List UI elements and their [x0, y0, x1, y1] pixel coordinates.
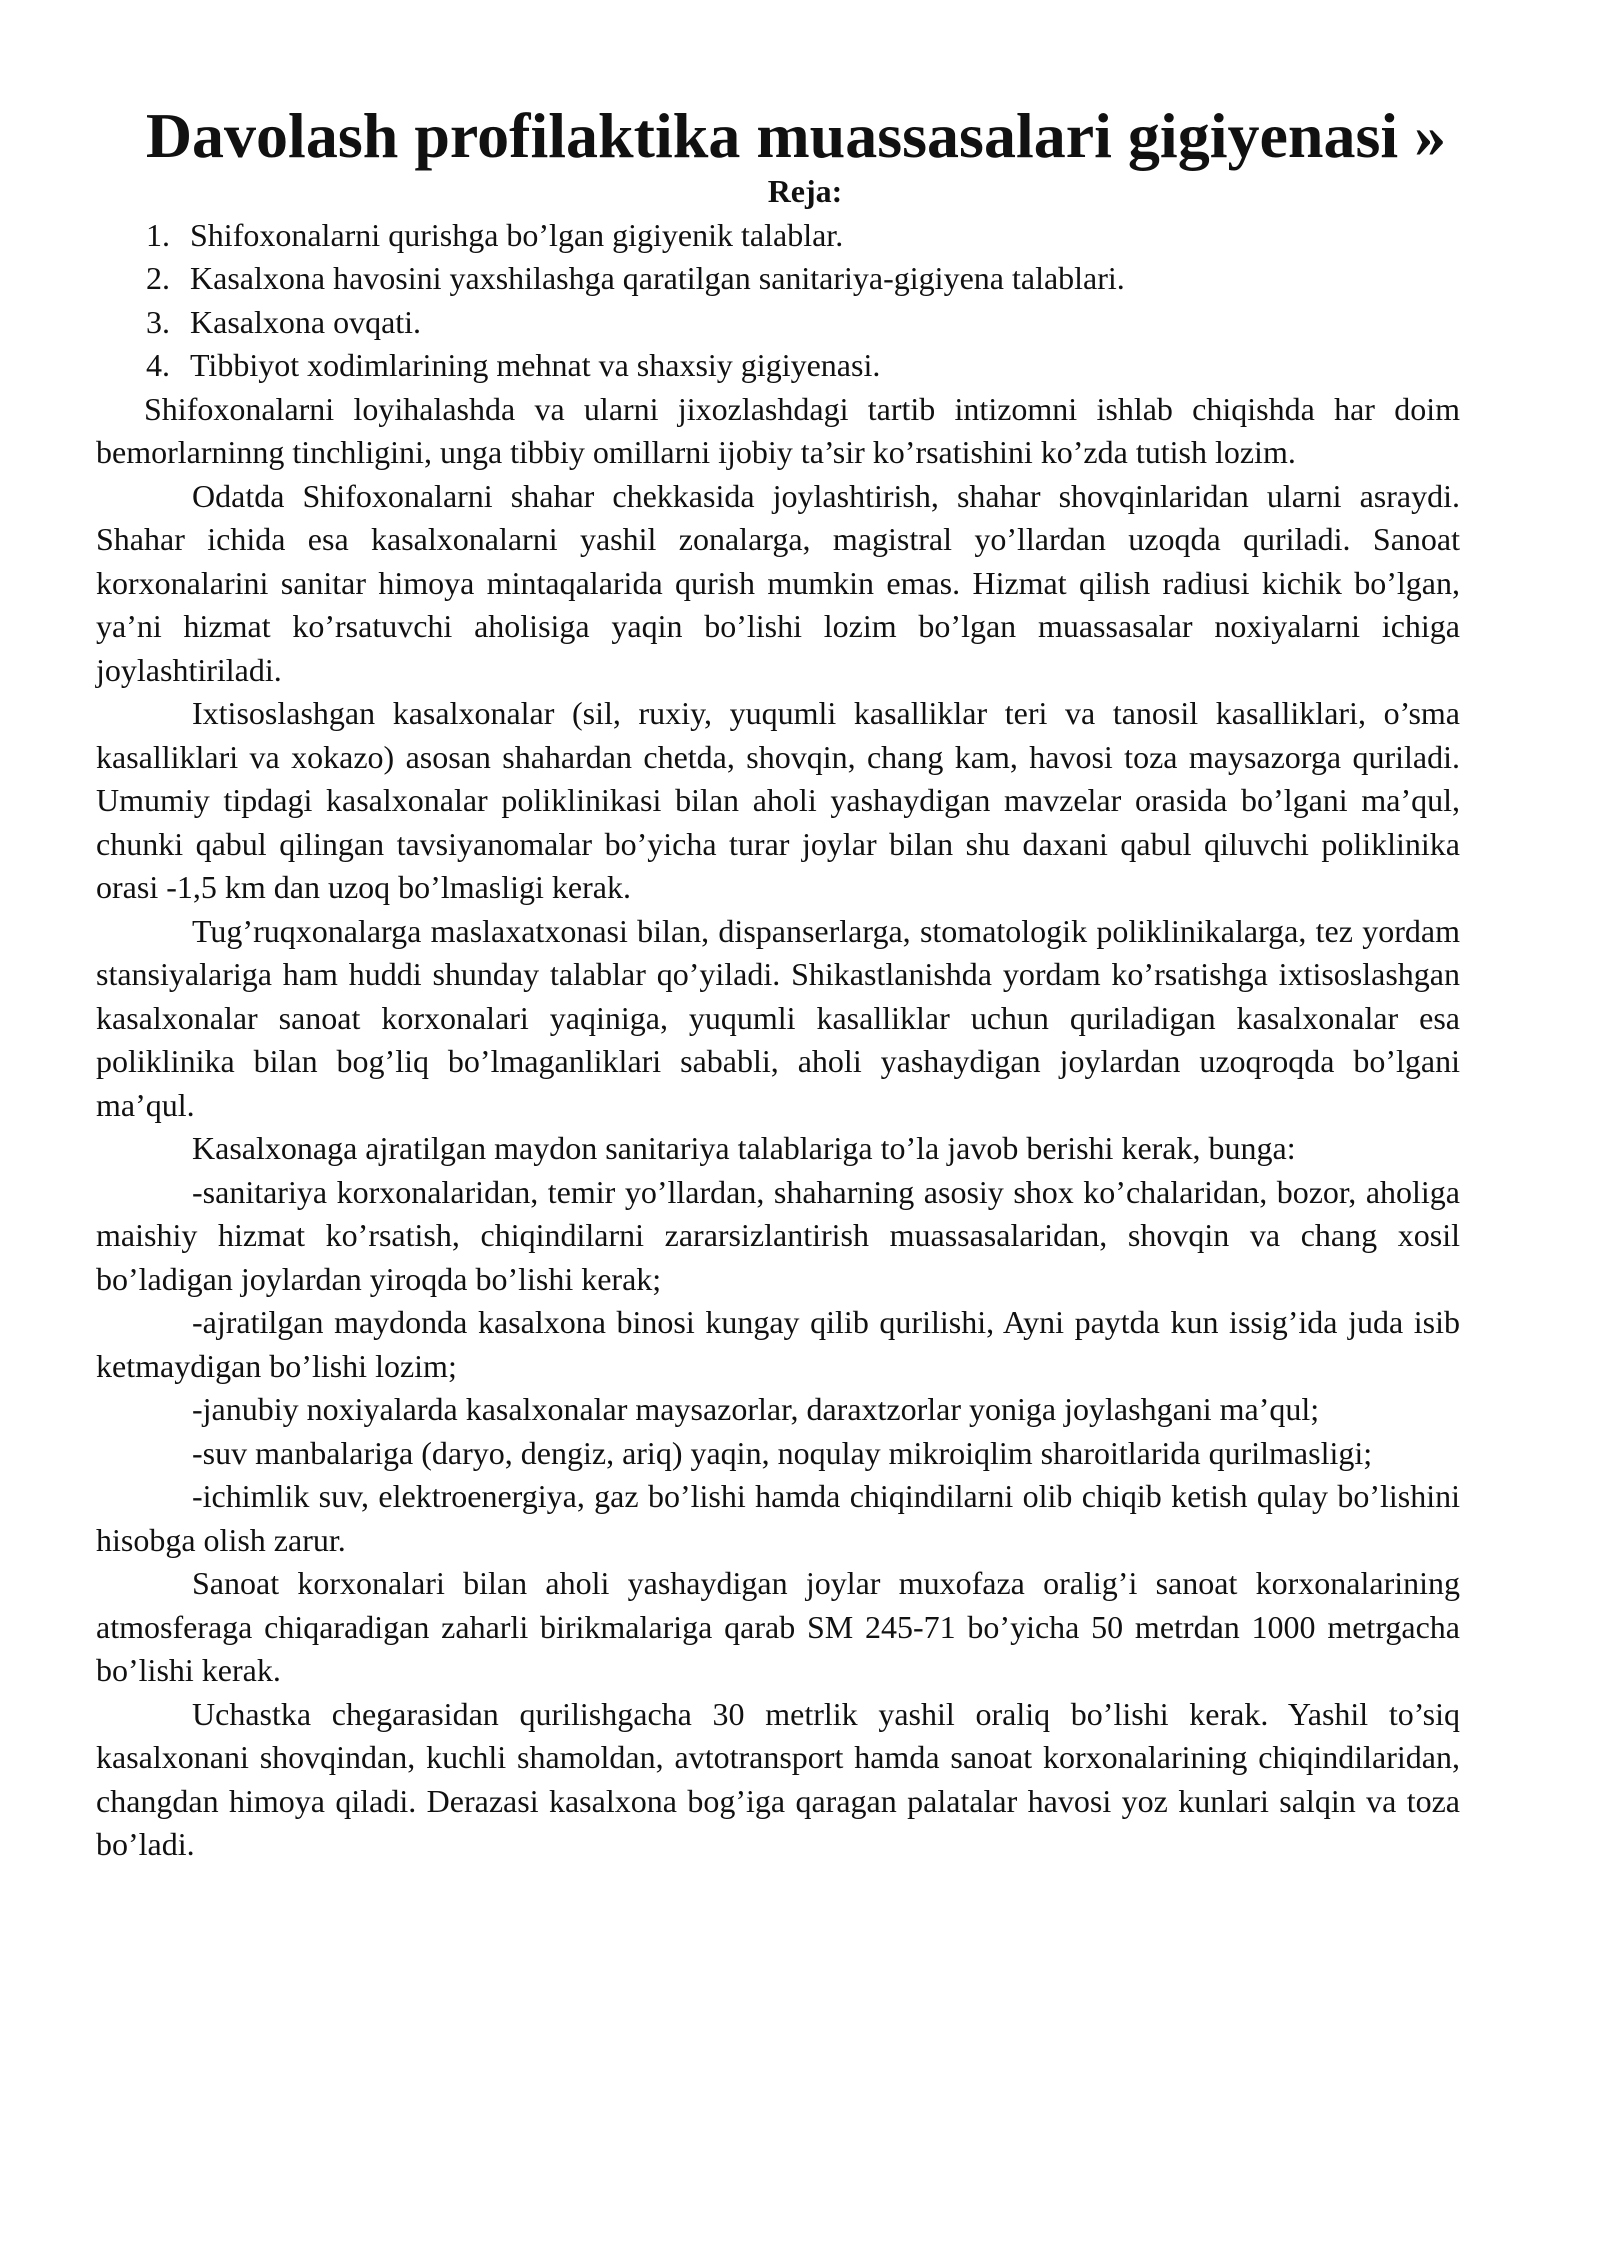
body-paragraph: Ixtisoslashgan kasalxonalar (sil, ruxiy, yuqumli kasalliklar teri va tanosil kasalliklari, o’sma kasalliklari va xokazo) asosan shahardan chetda, shovqin, chang kam, havosi toza maysazorga quriladi. Umumiy tipdagi kasalxonalar poliklinikasi bilan aholi yashaydigan mavzelar orasida bo’lgani ma’qul, chunki qabul qilingan tavsiyanomalar bo’yicha turar joylar bilan shu daxani qabul qiluvchi poliklinika orasi -1,5 km dan uzoq bo’lmasligi kerak.: [96, 695, 1460, 905]
body-paragraph: Sanoat korxonalari bilan aholi yashaydigan joylar muxofaza oralig’i sanoat korxonalarining atmosferaga chiqaradigan zaharli birikmalariga qarab SM 245-71 bo’yicha 50 metrdan 1000 metrgacha bo’lishi kerak.: [96, 1565, 1460, 1688]
body-paragraph: Tug’ruqxonalarga maslaxatxonasi bilan, dispanserlarga, stomatologik poliklinikalarga, tez yordam stansiyalariga ham huddi shunday talablar qo’yiladi. Shikastlanishda yordam ko’rsatishga ixtisoslashgan kasalxonalar sanoat korxonalari yaqiniga, yuqumli kasalliklar uchun quriladigan kasalxonalar esa poliklinika bilan bog’liq bo’lmaganliklari sababli, aholi yashaydigan joylardan uzoqroqda bo’lgani ma’qul.: [96, 912, 1460, 1123]
requirement-item: -sanitariya korxonalaridan, temir yo’llardan, shaharning asosiy shox ko’chalaridan, bozor, aholiga maishiy hizmat ko’rsatish, chiqindilarni zararsizlantirish muassasalaridan, shovqin va chang xosil bo’ladigan joylardan yiroqda bo’lishi kerak;: [96, 1173, 1460, 1297]
plan-item: [96, 257, 1460, 301]
plan-item-text: Shifoxonalarni qurishga bo’lgan gigiyenik talablar.: [190, 216, 844, 253]
body-paragraph: Kasalxonaga ajratilgan maydon sanitariya talablariga to’la javob berishi kerak, bunga:: [192, 1130, 1296, 1166]
plan-item-text: Kasalxona havosini yaxshilashga qaratilgan sanitariya-gigiyena talablari.: [190, 260, 1125, 296]
requirement-item: -suv manbalariga (daryo, dengiz, ariq) yaqin, noqulay mikroiqlim sharoitlarida qurilmasligi;: [192, 1434, 1373, 1471]
plan-item-number: 3.: [146, 303, 170, 340]
document-title: Davolash profilaktika muassasalari gigiyenasi »: [145, 100, 1447, 171]
plan-item: [96, 344, 1460, 388]
plan-heading: Reja:: [767, 173, 843, 209]
body-paragraph: Shifoxonalarni loyihalashda va ularni jixozlashdagi tartib intizomni ishlab chiqishda har doim bemorlarninng tinchligini, unga tibbiy omillarni ijobiy ta’sir ko’rsatishini ko’zda tutish lozim.: [96, 390, 1460, 470]
document-page: [96, 100, 1460, 1867]
plan-item-text: Tibbiyot xodimlarining mehnat va shaxsiy gigiyenasi.: [190, 347, 881, 383]
plan-item: [96, 214, 1460, 258]
body-paragraph: Odatda Shifoxonalarni shahar chekkasida joylashtirish, shahar shovqinlaridan ularni asraydi. Shahar ichida esa kasalxonalarni yashil zonalarga, magistral yo’llardan uzoqda quriladi. Sanoat korxonalarini sanitar himoya mintaqalarida qurish mumkin emas. Hizmat qilish radiusi kichik bo’lgan, ya’ni hizmat ko’rsatuvchi aholisiga yaqin bo’lishi lozim bo’lgan muassasalar noxiyalarni ichiga joylashtiriladi.: [96, 477, 1460, 688]
requirement-item: -janubiy noxiyalarda kasalxonalar maysazorlar, daraxtzorlar yoniga joylashgani ma’qul;: [192, 1391, 1320, 1427]
plan-item-number: 2.: [146, 260, 170, 296]
plan-item-number: 4.: [146, 347, 170, 383]
plan-list: [96, 214, 1460, 388]
plan-item-text: Kasalxona ovqati.: [190, 303, 422, 340]
requirement-item: -ajratilgan maydonda kasalxona binosi kungay qilib qurilishi, Ayni paytda kun issig’ida juda isib ketmaydigan bo’lishi lozim;: [96, 1304, 1460, 1384]
plan-item-number: 1.: [146, 216, 170, 253]
plan-item: [96, 301, 1460, 345]
requirement-item: -ichimlik suv, elektroenergiya, gaz bo’lishi hamda chiqindilarni olib chiqib ketish qulay bo’lishini hisobga olish zarur.: [96, 1478, 1460, 1558]
body-paragraph: Uchastka chegarasidan qurilishgacha 30 metrlik yashil oraliq bo’lishi kerak. Yashil to’siq kasalxonani shovqindan, kuchli shamoldan, avtotransport hamda sanoat korxonalarining chiqindilaridan, changdan himoya qiladi. Derazasi kasalxona bog’iga qaragan palatalar havosi yoz kunlari salqin va toza bo’ladi.: [96, 1695, 1460, 1862]
